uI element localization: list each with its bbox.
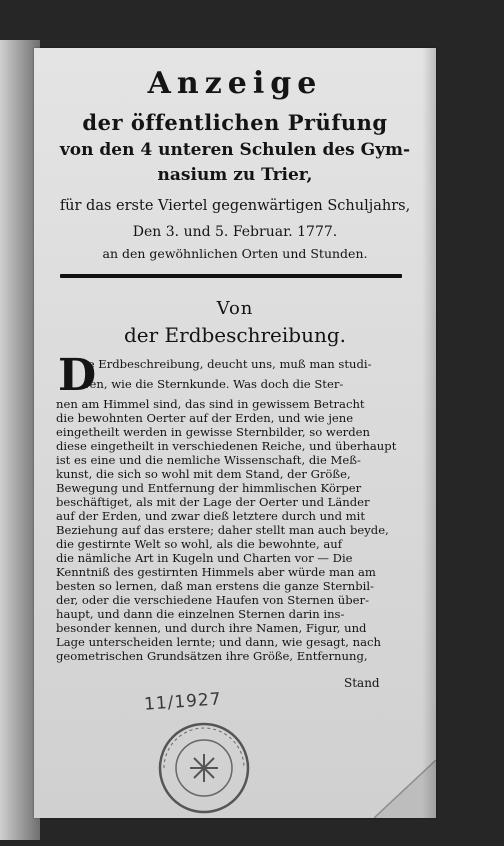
body-line: nen am Himmel sind, das sind in gewissem Betracht	[56, 397, 365, 411]
body-line: die gestirnte Welt so wohl, als die bewohnte, auf	[56, 537, 343, 551]
body-line: geometrischen Grundsätzen ihre Größe, Entfernung,	[56, 649, 368, 663]
body-line: auf der Erden, und zwar dieß letztere durch und mit	[56, 509, 366, 523]
places-line: an den gewöhnlichen Orten und Stunden.	[102, 246, 368, 261]
subtitle-line-4: für das erste Viertel gegenwärtigen Schuljahrs,	[59, 198, 411, 214]
date-line: Den 3. und 5. Februar. 1777.	[132, 224, 338, 240]
subtitle-line-1: der öffentlichen Prüfung	[82, 110, 388, 135]
catchword: Stand	[344, 676, 380, 690]
stamp-emblem-icon	[190, 754, 218, 782]
body-line: Lage unterscheiden lernte; und dann, wie gesagt, nach	[56, 635, 381, 649]
handwritten-shelfmark: 11/1927	[143, 689, 223, 715]
body-line: Beziehung auf das erstere; daher stellt man auch beyde,	[56, 523, 389, 537]
body-line: Kenntniß des gestirnten Himmels aber würde man am	[56, 565, 376, 579]
page-title: Anzeige	[147, 66, 323, 101]
body-line: ren, wie die Sternkunde. Was doch die Ster-	[84, 377, 344, 391]
body-line: der, oder die verschiedene Haufen von Sternen über-	[56, 593, 369, 607]
subtitle-line-2: von den 4 unteren Schulen des Gym-	[59, 140, 411, 160]
body-line: kunst, die sich so wohl mit dem Stand, der Größe,	[56, 467, 351, 481]
document-page	[34, 48, 436, 818]
body-line: besten so lernen, daß man erstens die ganze Sternbil-	[56, 579, 374, 593]
body-line: diese eingetheilt in verschiedenen Reiche, und überhaupt	[56, 439, 397, 453]
body-line: beschäftiget, als mit der Lage der Oerter und Länder	[56, 495, 370, 509]
library-stamp	[154, 718, 254, 818]
body-line: die bewohnten Oerter auf der Erden, und wie jene	[56, 411, 354, 425]
body-line: haupt, und dann die einzelnen Sternen darin ins-	[56, 607, 345, 621]
body-line: Bewegung und Entfernung der himmlischen Körper	[56, 481, 362, 495]
body-line: besonder kennen, und durch ihre Namen, Figur, und	[56, 621, 367, 635]
body-line: eingetheilt werden in gewisse Sternbilder, so werden	[56, 425, 370, 439]
body-line: die nämliche Art in Kugeln und Charten vor — Die	[56, 551, 353, 565]
body-line: ie Erdbeschreibung, deucht uns, muß man studi-	[84, 357, 372, 371]
subtitle-line-3: nasium zu Trier,	[157, 165, 313, 185]
drop-cap: D	[58, 350, 97, 401]
divider-rule	[60, 274, 402, 278]
torn-corner	[374, 760, 436, 818]
section-prefix: Von	[216, 298, 254, 319]
body-line: ist es eine und die nemliche Wissenschaft, die Meß-	[56, 453, 361, 467]
section-heading: der Erdbeschreibung.	[123, 323, 347, 347]
